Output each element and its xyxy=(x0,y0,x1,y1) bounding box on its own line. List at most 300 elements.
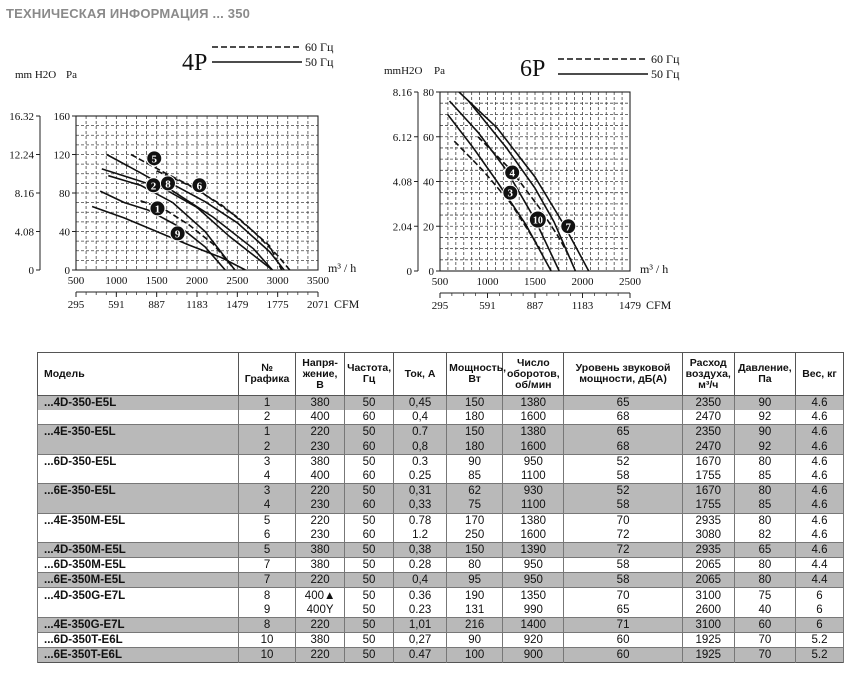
cfm-tick-label: 887 xyxy=(148,299,165,311)
table-row xyxy=(38,617,844,632)
table-cell: 50 xyxy=(345,617,394,632)
table-cell: 1 xyxy=(238,425,295,440)
table-cell: 75 xyxy=(734,588,795,603)
y-tick-label-pa: 40 xyxy=(423,176,434,189)
table-row xyxy=(38,542,844,557)
table-cell: 4.6 xyxy=(795,542,843,557)
x-tick-label: 500 xyxy=(431,276,449,288)
table-cell: 220 xyxy=(296,484,345,499)
table-cell: 150 xyxy=(447,396,503,411)
y-unit-label-mm: mm H2O xyxy=(15,69,57,81)
column-header: Напря-жение, В xyxy=(296,353,345,396)
model-cell xyxy=(38,603,239,618)
table-cell: 60 xyxy=(345,469,394,484)
table-cell: 4.6 xyxy=(795,498,843,513)
table-cell: 950 xyxy=(503,454,564,469)
model-cell xyxy=(38,440,239,455)
table-cell: 0.47 xyxy=(394,648,447,663)
table-cell: 230 xyxy=(296,498,345,513)
table-cell: 70 xyxy=(734,648,795,663)
table-cell: 1100 xyxy=(503,498,564,513)
table-cell: 4.6 xyxy=(795,513,843,528)
table-cell: 85 xyxy=(734,498,795,513)
table-cell: 4 xyxy=(238,498,295,513)
y-tick-label-pa: 160 xyxy=(53,111,70,123)
table-cell: 1925 xyxy=(682,648,734,663)
table-cell: 1350 xyxy=(503,588,564,603)
table-cell: 60 xyxy=(734,617,795,632)
curve-marker-label: 9 xyxy=(174,228,181,241)
table-cell: 7 xyxy=(238,573,295,588)
table-cell: 0.78 xyxy=(394,513,447,528)
chart-6p xyxy=(380,36,710,346)
cfm-tick-label: 2071 xyxy=(307,299,329,311)
table-cell: 6 xyxy=(795,588,843,603)
table-cell: 82 xyxy=(734,528,795,543)
table-cell: 6 xyxy=(795,603,843,618)
column-header: Вес, кг xyxy=(795,353,843,396)
table-cell: 216 xyxy=(447,617,503,632)
y-tick-label-mm: 0 xyxy=(28,265,34,277)
x-tick-label: 3000 xyxy=(266,275,289,287)
table-cell: 180 xyxy=(447,440,503,455)
table-cell: 8 xyxy=(238,617,295,632)
table-cell: 60 xyxy=(345,528,394,543)
table-cell: 400 xyxy=(296,469,345,484)
table-cell: 400Y xyxy=(296,603,345,618)
model-cell: ...4E-350-E5L xyxy=(38,425,239,440)
table-cell: 2470 xyxy=(682,410,734,425)
table-cell: 65 xyxy=(564,425,682,440)
x-tick-label: 2500 xyxy=(226,275,249,287)
table-cell: 58 xyxy=(564,573,682,588)
chart-4p xyxy=(0,36,380,346)
table-cell: 50 xyxy=(345,396,394,411)
table-cell: 80 xyxy=(734,558,795,573)
table-cell: 4.6 xyxy=(795,454,843,469)
table-header-row xyxy=(38,353,844,396)
model-cell xyxy=(38,498,239,513)
column-header: Давление, Па xyxy=(734,353,795,396)
table-cell: 50 xyxy=(345,558,394,573)
y-unit-label-mm: mmH2O xyxy=(384,65,423,77)
table-cell: 220 xyxy=(296,648,345,663)
column-header: Расход воздуха, м³/ч xyxy=(682,353,734,396)
table-cell: 5.2 xyxy=(795,633,843,648)
table-cell: 95 xyxy=(447,573,503,588)
table-cell: 1.2 xyxy=(394,528,447,543)
table-row xyxy=(38,588,844,603)
table-cell: 70 xyxy=(734,633,795,648)
page-heading: ТЕХНИЧЕСКАЯ ИНФОРМАЦИЯ ... 350 xyxy=(6,6,251,21)
table-cell: 65 xyxy=(564,603,682,618)
table-row xyxy=(38,633,844,648)
table-cell: 58 xyxy=(564,469,682,484)
model-cell: ...6D-350-E5L xyxy=(38,454,239,469)
table-cell: 68 xyxy=(564,440,682,455)
table-cell: 3 xyxy=(238,484,295,499)
y-unit-label-pa: Pa xyxy=(66,69,77,81)
table-cell: 150 xyxy=(447,425,503,440)
table-cell: 0,4 xyxy=(394,573,447,588)
model-cell: ...4E-350G-E7L xyxy=(38,617,239,632)
column-header: Ток, А xyxy=(394,353,447,396)
series-line-4-solid xyxy=(450,101,560,271)
table-cell: 58 xyxy=(564,498,682,513)
table-cell: 950 xyxy=(503,573,564,588)
model-cell: ...6D-350T-E6L xyxy=(38,633,239,648)
table-cell: 0,31 xyxy=(394,484,447,499)
legend-label: 60 Гц xyxy=(651,52,680,66)
table-row xyxy=(38,573,844,588)
model-cell: ...6D-350M-E5L xyxy=(38,558,239,573)
table-row xyxy=(38,425,844,440)
table-cell: 0.28 xyxy=(394,558,447,573)
table-cell: 60 xyxy=(345,440,394,455)
table-cell: 0,38 xyxy=(394,542,447,557)
y-tick-label-mm: 8.16 xyxy=(14,188,34,200)
table-cell: 4.6 xyxy=(795,396,843,411)
table-cell: 50 xyxy=(345,454,394,469)
model-cell: ...4D-350-E5L xyxy=(38,396,239,411)
table-cell: 90 xyxy=(447,454,503,469)
chart-title: 6P xyxy=(520,56,546,82)
table-cell: 150 xyxy=(447,542,503,557)
table-cell: 3080 xyxy=(682,528,734,543)
table-cell: 0.36 xyxy=(394,588,447,603)
table-cell: 80 xyxy=(734,513,795,528)
curve-marker-label: 4 xyxy=(509,167,515,180)
table-cell: 65 xyxy=(564,396,682,411)
table-cell: 60 xyxy=(345,410,394,425)
table-cell: 380 xyxy=(296,454,345,469)
curve-marker-label: 5 xyxy=(151,153,157,166)
table-cell: 4 xyxy=(238,469,295,484)
column-header: Модель xyxy=(38,353,239,396)
table-cell: 0.7 xyxy=(394,425,447,440)
column-header: Уровень звуковой мощности, дБ(A) xyxy=(564,353,682,396)
x-tick-label: 2000 xyxy=(571,276,594,288)
table-cell: 6 xyxy=(795,617,843,632)
table-cell: 1600 xyxy=(503,410,564,425)
model-cell: ...4E-350M-E5L xyxy=(38,513,239,528)
table-cell: 70 xyxy=(564,513,682,528)
column-header: Частота, Гц xyxy=(345,353,394,396)
table-cell: 2 xyxy=(238,410,295,425)
column-header: Мощность, Вт xyxy=(447,353,503,396)
table-cell: 85 xyxy=(734,469,795,484)
table-cell: 930 xyxy=(503,484,564,499)
table-cell: 220 xyxy=(296,573,345,588)
table-cell: 1100 xyxy=(503,469,564,484)
table-cell: 400▲ xyxy=(296,588,345,603)
x-unit-label: m³ / h xyxy=(640,262,669,276)
table-cell: 60 xyxy=(564,648,682,663)
table-cell: 0,27 xyxy=(394,633,447,648)
cfm-tick-label: 295 xyxy=(67,299,85,311)
table-row xyxy=(38,410,844,425)
chart-title: 4P xyxy=(182,50,208,76)
cfm-tick-label: 1479 xyxy=(226,299,249,311)
table-cell: 5 xyxy=(238,542,295,557)
table-cell: 2935 xyxy=(682,542,734,557)
table-cell: 180 xyxy=(447,410,503,425)
y-tick-label-pa: 120 xyxy=(53,149,70,162)
table-cell: 2935 xyxy=(682,513,734,528)
model-cell: ...4D-350G-E7L xyxy=(38,588,239,603)
table-cell: 380 xyxy=(296,396,345,411)
table-cell: 4.6 xyxy=(795,410,843,425)
x-tick-label: 1500 xyxy=(524,276,546,288)
curve-marker-label: 3 xyxy=(507,187,514,200)
table-cell: 2065 xyxy=(682,558,734,573)
x-tick-label: 1000 xyxy=(105,275,128,287)
y-tick-label-mm: 6.12 xyxy=(392,131,412,144)
table-cell: 1670 xyxy=(682,484,734,499)
table-cell: 6 xyxy=(238,528,295,543)
table-cell: 10 xyxy=(238,648,295,663)
x-tick-label: 3500 xyxy=(307,275,329,287)
table-cell: 50 xyxy=(345,588,394,603)
cfm-tick-label: 1183 xyxy=(186,299,208,311)
model-cell xyxy=(38,410,239,425)
model-cell xyxy=(38,469,239,484)
table-cell: 950 xyxy=(503,558,564,573)
x-tick-label: 1000 xyxy=(476,276,499,288)
x-tick-label: 2000 xyxy=(186,275,208,287)
table-cell: 90 xyxy=(734,396,795,411)
curve-marker-label: 1 xyxy=(154,203,161,216)
table-cell: 380 xyxy=(296,542,345,557)
y-tick-label-mm: 0 xyxy=(406,266,412,278)
table-cell: 62 xyxy=(447,484,503,499)
table-cell: 2600 xyxy=(682,603,734,618)
table-cell: 75 xyxy=(447,498,503,513)
y-tick-label-pa: 40 xyxy=(59,226,70,239)
y-tick-label-mm: 4.08 xyxy=(14,226,34,239)
table-row xyxy=(38,454,844,469)
table-cell: 920 xyxy=(503,633,564,648)
table-cell: 0.3 xyxy=(394,454,447,469)
table-cell: 380 xyxy=(296,633,345,648)
table-cell: 0,4 xyxy=(394,410,447,425)
table-cell: 1755 xyxy=(682,469,734,484)
table-cell: 1390 xyxy=(503,542,564,557)
table-cell: 50 xyxy=(345,425,394,440)
curve-marker-label: 6 xyxy=(196,180,203,193)
spec-table xyxy=(37,352,844,663)
legend-label: 50 Гц xyxy=(651,67,680,81)
table-cell: 50 xyxy=(345,513,394,528)
table-cell: 80 xyxy=(447,558,503,573)
table-cell: 65 xyxy=(734,542,795,557)
table-cell: 80 xyxy=(734,454,795,469)
table-cell: 72 xyxy=(564,542,682,557)
table-cell: 5.2 xyxy=(795,648,843,663)
table-row xyxy=(38,484,844,499)
table-cell: 2470 xyxy=(682,440,734,455)
table-cell: 1755 xyxy=(682,498,734,513)
y-tick-label-pa: 0 xyxy=(428,266,434,278)
table-cell: 58 xyxy=(564,558,682,573)
table-cell: 400 xyxy=(296,410,345,425)
y-tick-label-pa: 80 xyxy=(59,188,70,200)
table-cell: 3100 xyxy=(682,617,734,632)
table-cell: 4.6 xyxy=(795,469,843,484)
table-cell: 40 xyxy=(734,603,795,618)
table-cell: 2350 xyxy=(682,396,734,411)
legend-label: 50 Гц xyxy=(305,55,334,69)
table-cell: 50 xyxy=(345,542,394,557)
cfm-tick-label: 295 xyxy=(431,300,449,312)
table-row xyxy=(38,498,844,513)
table-cell: 80 xyxy=(734,484,795,499)
table-cell: 1 xyxy=(238,396,295,411)
table-cell: 2065 xyxy=(682,573,734,588)
y-tick-label-mm: 4.08 xyxy=(392,176,412,189)
table-cell: 1670 xyxy=(682,454,734,469)
table-cell: 170 xyxy=(447,513,503,528)
y-tick-label-pa: 20 xyxy=(423,221,434,234)
table-cell: 2 xyxy=(238,440,295,455)
table-cell: 220 xyxy=(296,513,345,528)
model-cell: ...6E-350-E5L xyxy=(38,484,239,499)
table-cell: 4.6 xyxy=(795,425,843,440)
table-cell: 80 xyxy=(734,573,795,588)
table-cell: 131 xyxy=(447,603,503,618)
table-cell: 71 xyxy=(564,617,682,632)
table-cell: 60 xyxy=(345,498,394,513)
table-cell: 3100 xyxy=(682,588,734,603)
table-cell: 50 xyxy=(345,484,394,499)
curve-marker-label: 2 xyxy=(150,180,157,193)
table-cell: 1380 xyxy=(503,513,564,528)
model-cell: ...4D-350M-E5L xyxy=(38,542,239,557)
table-row xyxy=(38,513,844,528)
series-line-7-solid xyxy=(459,92,589,271)
y-tick-label-mm: 12.24 xyxy=(9,149,34,162)
model-cell xyxy=(38,528,239,543)
table-cell: 4.6 xyxy=(795,528,843,543)
table-cell: 0,45 xyxy=(394,396,447,411)
table-cell: 0,8 xyxy=(394,440,447,455)
table-cell: 1925 xyxy=(682,633,734,648)
cfm-tick-label: 591 xyxy=(479,300,496,312)
x-unit2-label: CFM xyxy=(646,298,672,312)
y-tick-label-pa: 80 xyxy=(423,87,434,99)
table-cell: 90 xyxy=(447,633,503,648)
table-cell: 990 xyxy=(503,603,564,618)
table-cell: 0.25 xyxy=(394,469,447,484)
table-row xyxy=(38,558,844,573)
cfm-tick-label: 591 xyxy=(108,299,125,311)
table-cell: 0.23 xyxy=(394,603,447,618)
table-cell: 50 xyxy=(345,648,394,663)
table-cell: 220 xyxy=(296,617,345,632)
table-cell: 85 xyxy=(447,469,503,484)
table-row xyxy=(38,440,844,455)
table-cell: 8 xyxy=(238,588,295,603)
table-cell: 1380 xyxy=(503,396,564,411)
x-unit-label: m³ / h xyxy=(328,261,357,275)
table-row xyxy=(38,528,844,543)
table-cell: 1600 xyxy=(503,440,564,455)
model-cell: ...6E-350M-E5L xyxy=(38,573,239,588)
table-cell: 1600 xyxy=(503,528,564,543)
table-cell: 92 xyxy=(734,440,795,455)
x-unit2-label: CFM xyxy=(334,297,360,311)
series-line-10-dashed xyxy=(478,137,571,260)
table-cell: 4.6 xyxy=(795,440,843,455)
table-cell: 230 xyxy=(296,528,345,543)
table-cell: 7 xyxy=(238,558,295,573)
cfm-tick-label: 1775 xyxy=(266,299,289,311)
table-cell: 4.4 xyxy=(795,573,843,588)
table-cell: 50 xyxy=(345,573,394,588)
cfm-tick-label: 1183 xyxy=(571,300,594,312)
model-cell: ...6E-350T-E6L xyxy=(38,648,239,663)
cfm-tick-label: 1479 xyxy=(619,300,641,312)
table-cell: 52 xyxy=(564,484,682,499)
table-row xyxy=(38,396,844,411)
curve-marker-label: 10 xyxy=(532,215,543,227)
table-cell: 190 xyxy=(447,588,503,603)
table-cell: 68 xyxy=(564,410,682,425)
table-cell: 900 xyxy=(503,648,564,663)
table-row xyxy=(38,603,844,618)
table-cell: 4.6 xyxy=(795,484,843,499)
y-tick-label-mm: 8.16 xyxy=(392,87,412,99)
table-cell: 60 xyxy=(564,633,682,648)
table-cell: 9 xyxy=(238,603,295,618)
curve-marker-label: 8 xyxy=(165,178,171,191)
y-tick-label-pa: 0 xyxy=(64,265,70,277)
table-cell: 92 xyxy=(734,410,795,425)
table-cell: 50 xyxy=(345,603,394,618)
table-cell: 1380 xyxy=(503,425,564,440)
cfm-tick-label: 887 xyxy=(526,300,544,312)
table-cell: 1400 xyxy=(503,617,564,632)
legend-label: 60 Гц xyxy=(305,40,334,54)
table-cell: 220 xyxy=(296,425,345,440)
y-unit-label-pa: Pa xyxy=(434,65,445,77)
table-cell: 4.4 xyxy=(795,558,843,573)
x-tick-label: 2500 xyxy=(619,276,641,288)
table-cell: 52 xyxy=(564,454,682,469)
series-line-10-solid xyxy=(469,101,576,271)
table-cell: 1,01 xyxy=(394,617,447,632)
y-tick-label-mm: 2.04 xyxy=(392,221,412,234)
y-tick-label-pa: 60 xyxy=(423,131,434,144)
curve-marker-label: 7 xyxy=(565,221,571,234)
table-row xyxy=(38,469,844,484)
table-cell: 250 xyxy=(447,528,503,543)
table-cell: 3 xyxy=(238,454,295,469)
column-header: № Графика xyxy=(238,353,295,396)
table-cell: 5 xyxy=(238,513,295,528)
table-row xyxy=(38,648,844,663)
table-cell: 230 xyxy=(296,440,345,455)
column-header: Число оборотов, об/мин xyxy=(503,353,564,396)
x-tick-label: 500 xyxy=(67,275,85,287)
x-tick-label: 1500 xyxy=(145,275,168,287)
table-cell: 70 xyxy=(564,588,682,603)
table-cell: 2350 xyxy=(682,425,734,440)
table-cell: 0,33 xyxy=(394,498,447,513)
table-cell: 90 xyxy=(734,425,795,440)
table-cell: 10 xyxy=(238,633,295,648)
y-tick-label-mm: 16.32 xyxy=(9,111,34,123)
